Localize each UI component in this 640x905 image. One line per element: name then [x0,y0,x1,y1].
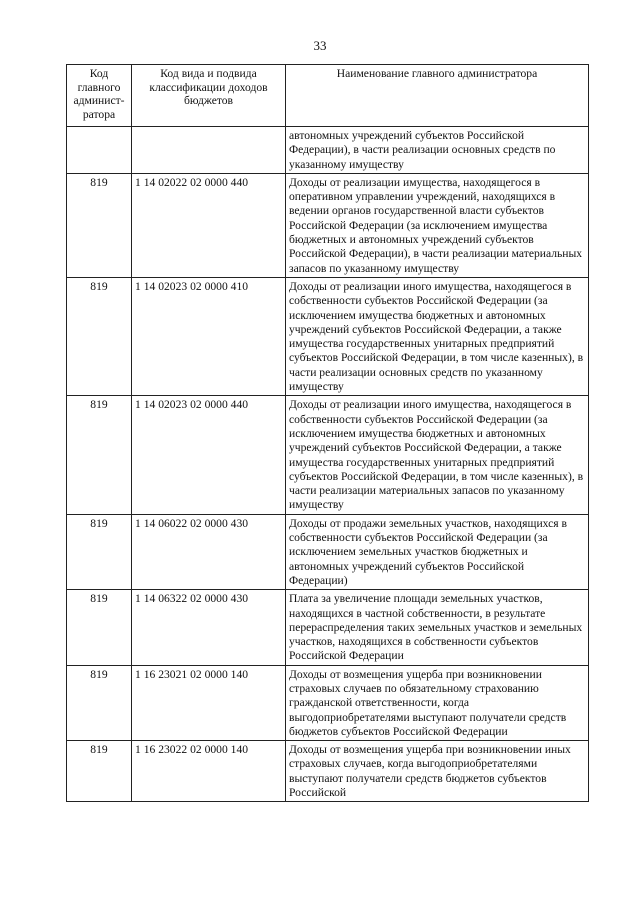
header-administrator-name: Наименование главного администратора [286,65,589,127]
description-cell: Плата за увеличение площади земельных участков, находящихся в частной собственности, в результате перераспределения таких земельных участков и земельных участков, находящихся в собственности субъектов Российской Федерации [286,590,589,665]
admin-code-cell: 819 [67,173,132,277]
description-cell: Доходы от реализации имущества, находящегося в оперативном управлении учреждений, находящихся в ведении органов государственной власти субъектов Российской Федерации (за исключением имущества бюджетных и автономных учреждений субъектов Российской Федерации), в части реализации материальных запасов по указанному имуществу [286,173,589,277]
admin-code-cell: 819 [67,590,132,665]
admin-code-cell: 819 [67,396,132,514]
description-cell: автономных учреждений субъектов Российской Федерации), в части реализации основных средств по указанному имуществу [286,127,589,174]
table-row [67,741,589,802]
table-row [67,514,589,589]
description-cell: Доходы от возмещения ущерба при возникновении иных страховых случаев, когда выгодоприобретателями выступают получатели средств бюджетов субъектов Российской [286,741,589,802]
classification-code-cell: 1 14 06322 02 0000 430 [132,590,286,665]
classification-code-cell: 1 14 02023 02 0000 410 [132,277,286,395]
table-row [67,590,589,665]
table-row [67,127,589,174]
header-admin-code: Код главного админист-ратора [67,65,132,127]
classification-code-cell: 1 14 02023 02 0000 440 [132,396,286,514]
admin-code-cell: 819 [67,514,132,589]
admin-code-cell: 819 [67,277,132,395]
table-row [67,396,589,514]
classification-code-cell: 1 16 23021 02 0000 140 [132,665,286,740]
description-cell: Доходы от продажи земельных участков, находящихся в собственности субъектов Российской Федерации (за исключением земельных участков бюджетных и автономных учреждений субъектов Российской Федерации) [286,514,589,589]
table-row [67,277,589,395]
description-cell: Доходы от реализации иного имущества, находящегося в собственности субъектов Российской Федерации (за исключением имущества бюджетных и автономных учреждений субъектов Российской Федерации, а также имущества государственных унитарных предприятий субъектов Российской Федерации, в том числе казенных), в части реализации основных средств по указанному имуществу [286,277,589,395]
description-cell: Доходы от реализации иного имущества, находящегося в собственности субъектов Российской Федерации (за исключением имущества бюджетных и автономных учреждений субъектов Российской Федерации, а также имущества государственных унитарных предприятий субъектов Российской Федерации, в том числе казенных), в части реализации материальных запасов по указанному имуществу [286,396,589,514]
admin-code-cell: 819 [67,741,132,802]
admin-code-cell [67,127,132,174]
classification-code-cell: 1 14 06022 02 0000 430 [132,514,286,589]
revenue-classification-table [66,64,589,802]
table-row [67,665,589,740]
admin-code-cell: 819 [67,665,132,740]
classification-code-cell: 1 16 23022 02 0000 140 [132,741,286,802]
page-number: 33 [313,38,327,53]
table-row [67,173,589,277]
description-cell: Доходы от возмещения ущерба при возникновении страховых случаев по обязательному страхованию гражданской ответственности, когда выгодоприобретателями выступают получатели средств бюджетов субъектов Российской Федерации [286,665,589,740]
classification-code-cell: 1 14 02022 02 0000 440 [132,173,286,277]
table-header-row [67,65,589,127]
classification-code-cell [132,127,286,174]
header-classification-code: Код вида и подвида классификации доходов бюджетов [132,65,286,127]
